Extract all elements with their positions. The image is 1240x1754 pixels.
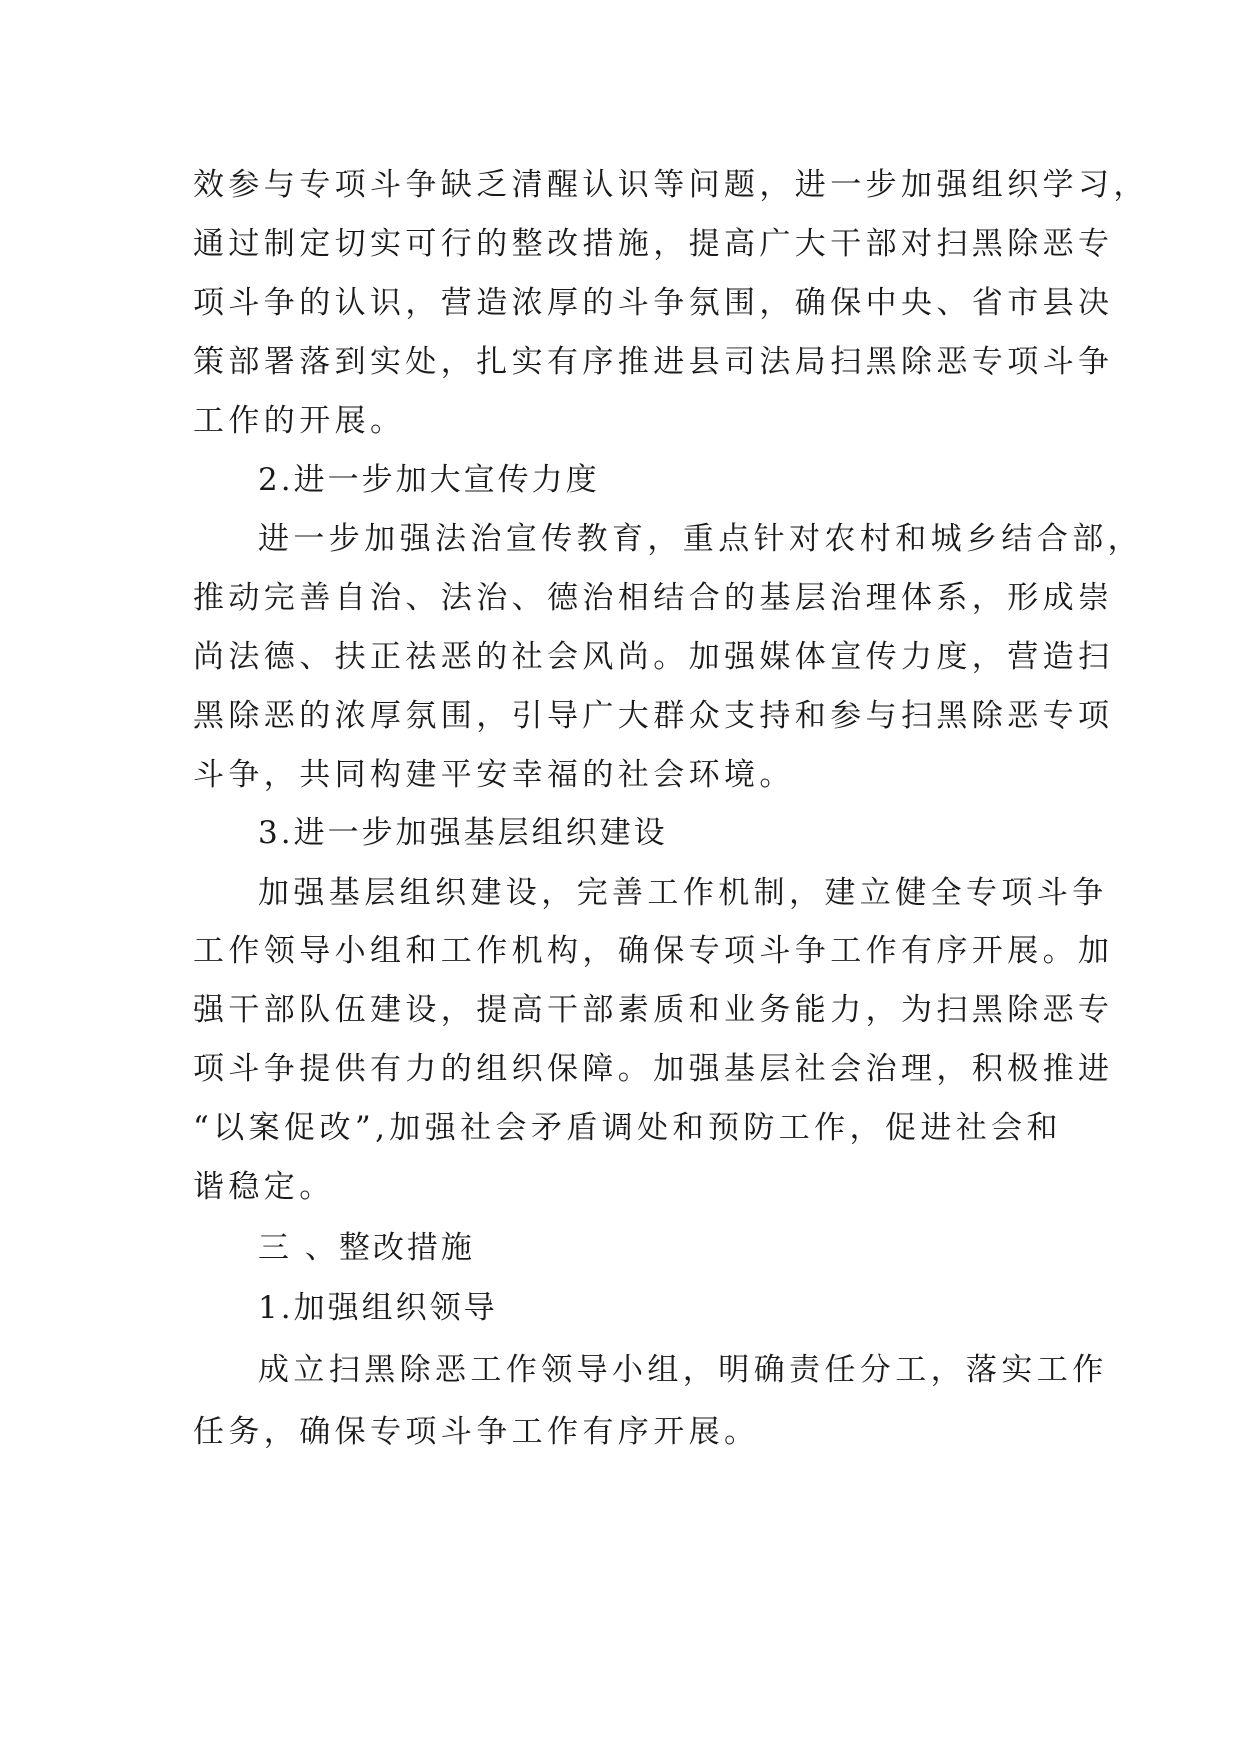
- paragraph-line: 项斗争的认识，营造浓厚的斗争氛围，确保中央、省市县决: [193, 285, 1114, 321]
- paragraph-line: 成立扫黑除恶工作领导小组，明确责任分工，落实工作: [258, 1352, 1108, 1388]
- section-heading-2: 2.进一步加大宣传力度: [258, 462, 600, 498]
- paragraph-line: 斗争，共同构建平安幸福的社会环境。: [193, 757, 795, 793]
- paragraph-line: 尚法德、扶正祛恶的社会风尚。加强媒体宣传力度，营造扫: [193, 639, 1114, 675]
- paragraph-line: 策部署落到实处，扎实有序推进县司法局扫黑除恶专项斗争: [193, 344, 1114, 380]
- paragraph-line: 工作领导小组和工作机构，确保专项斗争工作有序开展。加: [193, 933, 1114, 969]
- paragraph-line: 工作的开展。: [193, 403, 406, 439]
- paragraph-line: 效参与专项斗争缺乏清醒认识等问题，进一步加强组织学习，: [193, 167, 1149, 203]
- paragraph-line: 项斗争提供有力的组织保障。加强基层社会治理，积极推进: [193, 1051, 1114, 1087]
- section-heading-3: 3.进一步加强基层组织建设: [258, 815, 668, 851]
- paragraph-line: 进一步加强法治宣传教育，重点针对农村和城乡结合部，: [258, 521, 1143, 557]
- paragraph-line: 推动完善自治、法治、德治相结合的基层治理体系，形成崇: [193, 580, 1114, 616]
- paragraph-line: “以案促改”,加强社会矛盾调处和预防工作，促进社会和: [193, 1110, 1062, 1146]
- paragraph-line: 通过制定切实可行的整改措施，提高广大干部对扫黑除恶专: [193, 226, 1114, 262]
- subsection-heading-1: 1.加强组织领导: [258, 1290, 498, 1326]
- paragraph-line: 谐稳定。: [193, 1169, 335, 1205]
- paragraph-line: 强干部队伍建设，提高干部素质和业务能力，为扫黑除恶专: [193, 992, 1114, 1028]
- paragraph-line: 加强基层组织建设，完善工作机制，建立健全专项斗争: [258, 875, 1108, 911]
- section-heading-measures: 三 、整改措施: [258, 1230, 475, 1266]
- paragraph-line: 黑除恶的浓厚氛围，引导广大群众支持和参与扫黑除恶专项: [193, 698, 1114, 734]
- paragraph-line: 任务，确保专项斗争工作有序开展。: [193, 1414, 760, 1450]
